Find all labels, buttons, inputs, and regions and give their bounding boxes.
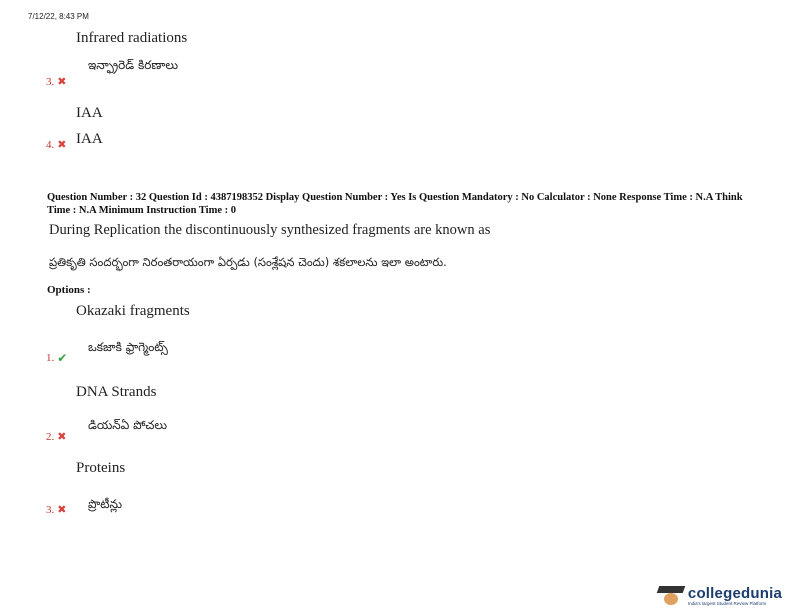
question-text-english: During Replication the discontinuously synthesized fragments are known as [49,222,491,238]
option-3-marker [46,503,66,516]
check-icon: ✔ [57,351,68,365]
prev-option-3-marker [46,75,66,88]
collegedunia-logo [658,584,782,606]
prev-option-3-telugu: ఇన్ఫ్రారెడ్ కిరణాలు [88,58,179,72]
prev-option-4-telugu: IAA [76,131,103,147]
option-1-telugu: ఒకజాకి ఫ్రాగ్మెంట్స్ [88,340,168,354]
prev-option-4-marker [46,138,66,151]
option-1-marker [46,351,67,365]
option-number: 1. [46,352,55,364]
logo-tagline: India's largest Student Review Platform [687,600,767,606]
prev-option-3-english: Infrared radiations [76,30,188,46]
cross-icon: ✖ [57,430,67,443]
option-number: 2. [46,430,55,443]
question-text-telugu: ప్రతికృతి సందర్భంగా నిరంతరాయంగా ఏర్పడు (సంశ్లేషన చెందు) శకలాలను ఇలా అంటారు. [49,255,447,269]
option-3-english: Proteins [76,460,126,476]
option-2-english: DNA Strands [76,384,157,400]
question-meta: Question Number : 32 Question Id : 4387198352 Display Question Number : Yes Is Question Mandatory : No Calculator : None Response Time : N.A Think Time : N.A Minimum Instruction Time : 0 [47,192,743,216]
cross-icon: ✖ [57,503,67,516]
cross-icon: ✖ [57,138,67,151]
prev-option-4-english: IAA [76,105,103,121]
option-2-telugu: డియన్ఏ పోచలు [88,418,168,432]
options-label: Options : [47,284,91,296]
cross-icon: ✖ [57,75,67,88]
option-1-english: Okazaki fragments [76,303,190,319]
option-number: 4. [46,138,55,151]
print-timestamp: 7/12/22, 8:43 PM [28,12,89,21]
option-number: 3. [46,503,55,516]
option-number: 3. [46,75,55,88]
logo-name: collegedunia [687,584,782,602]
option-2-marker [46,430,66,443]
graduate-mascot-icon [658,584,684,606]
option-3-telugu: ప్రొటీన్లు [88,497,123,511]
